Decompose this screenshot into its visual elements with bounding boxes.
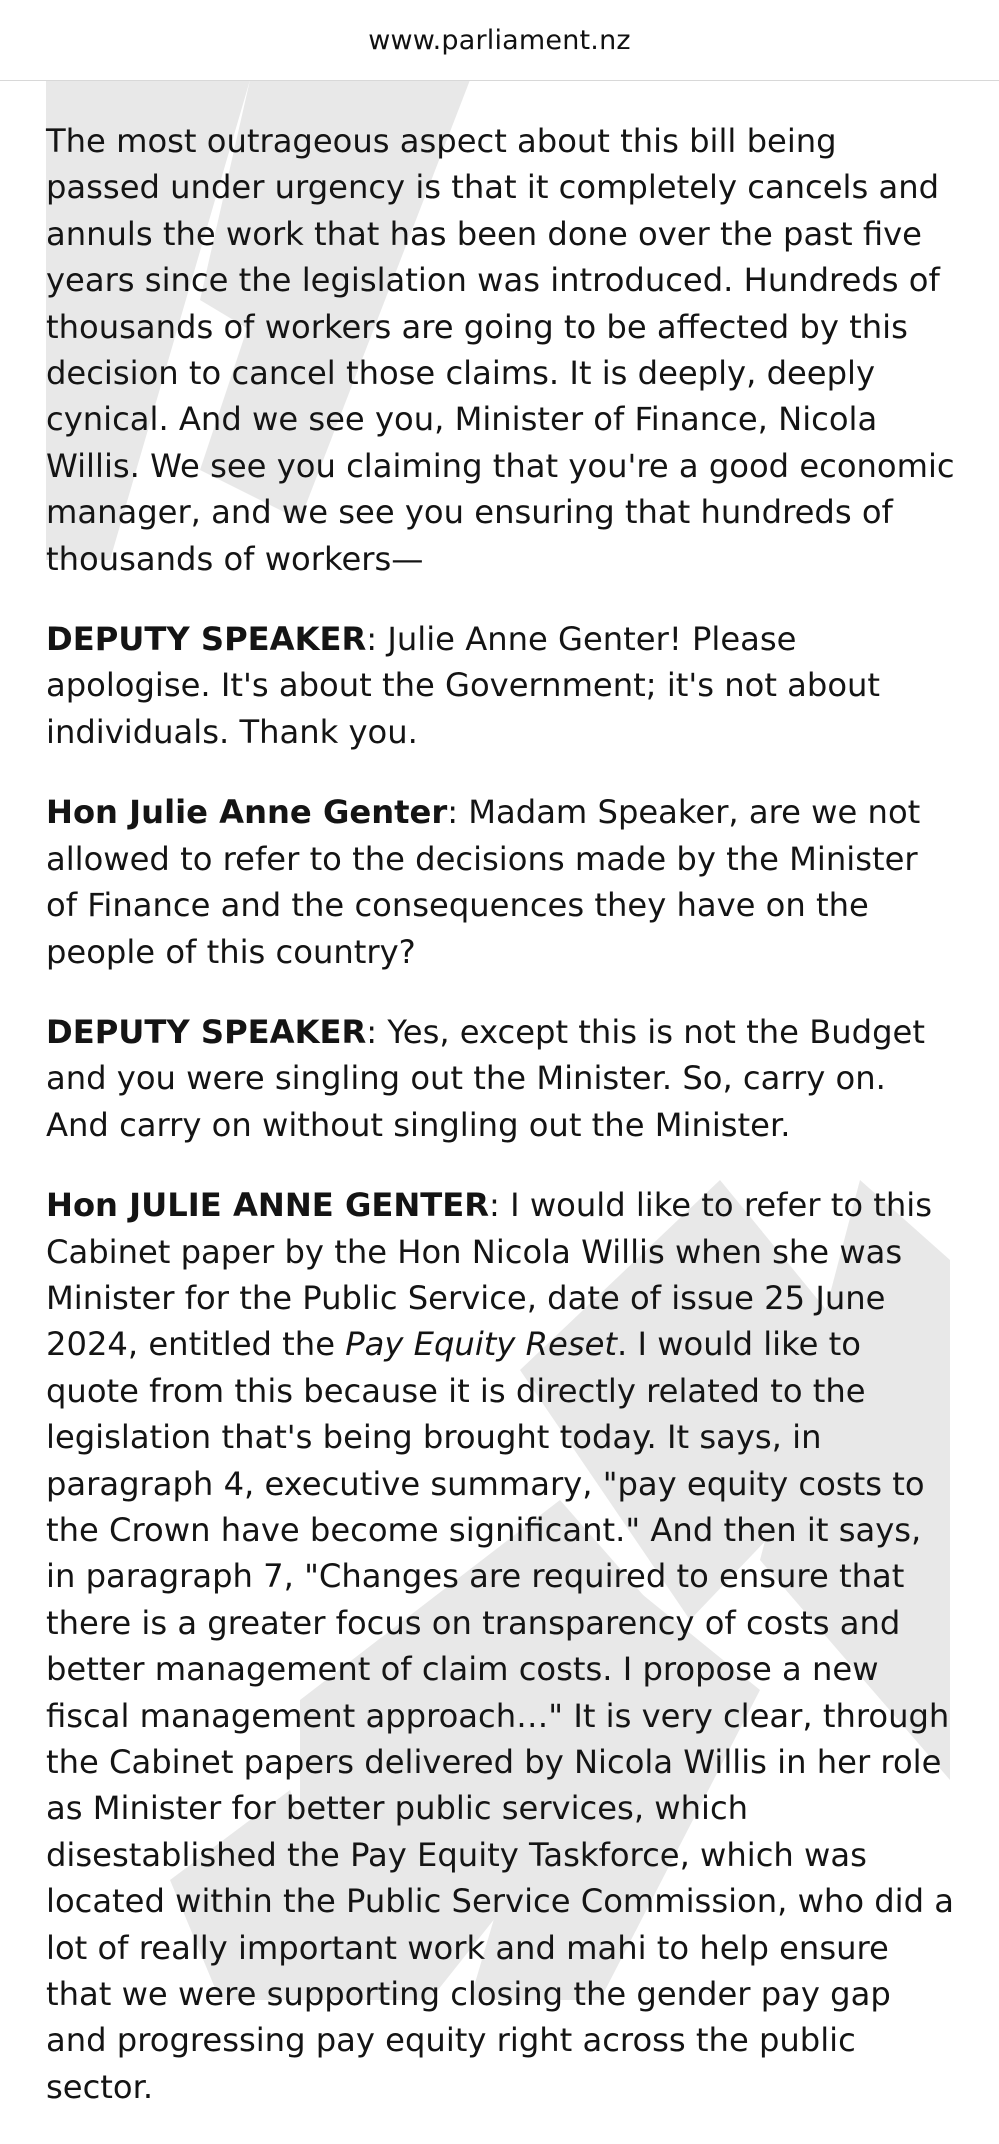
speech-text: Julie Anne Genter! Please apologise. It's about the Government; it's not about individuals. Thank you. (46, 620, 881, 751)
speech-paragraph (46, 118, 956, 582)
browser-address-bar[interactable] (0, 0, 999, 81)
speech-paragraph: Hon Julie Anne Genter: Madam Speaker, are we not allowed to refer to the decisions made by the Minister of Finance and the consequences they have on the people of this country? (46, 793, 921, 971)
speech-text: . I would like to quote from this because it is directly related to the legislation that's being brought today. It says, in paragraph 4, executive summary, "pay equity costs to the Crown have become significant." And then it says, in paragraph 7, "Changes are required to ensure that there is a greater focus on transparency of costs and better management of claim costs. I propose a new fiscal management approach…" It is very clear, through the Cabinet papers delivered by Nicola Willis in her role as Minister for better public services, which disestablished the Pay Equity Taskforce, which was located within the Public Service Commission, who did a lot of really important work and mahi to help ensure that we were supporting closing the gender pay gap and progressing pay equity right across the public sector. (46, 1325, 955, 2106)
speaker-name: DEPUTY SPEAKER (46, 1012, 367, 1051)
speech-paragraph: DEPUTY SPEAKER: Julie Anne Genter! Please apologise. It's about the Government; it's not about individuals. Thank you. (46, 620, 881, 751)
url-text: www.parliament.nz (368, 24, 631, 56)
speaker-name: Hon Julie Anne Genter (46, 793, 448, 832)
speech-text: Yes, except this is not the Budget and you were singling out the Minister. So, carry on. And carry on without singling out the Minister. (46, 1012, 925, 1144)
speech-text: Madam Speaker, are we not allowed to refer to the decisions made by the Minister of Finance and the consequences they have on the people of this country? (46, 793, 921, 971)
speech-text: I would like to refer to this Cabinet paper by the Hon Nicola Willis when she was Minister for the Public Service, date of issue 25 June 2024, entitled the (46, 1186, 933, 1364)
document-title: Pay Equity Reset (345, 1325, 618, 1364)
speaker-name: DEPUTY SPEAKER (46, 620, 367, 659)
speech-paragraph: DEPUTY SPEAKER: Yes, except this is not the Budget and you were singling out the Minister. So, carry on. And carry on without singling out the Minister. (46, 1012, 925, 1144)
speech-paragraph: Hon JULIE ANNE GENTER: I would like to refer to this Cabinet paper by the Hon Nicola Willis when she was Minister for the Public Service, date of issue 25 June 2024, entitled the Pay Equity Reset. I would like to quote from this because it is directly related to the legislation that's being brought today. It says, in paragraph 4, executive summary, "pay equity costs to the Crown have become significant." And then it says, in paragraph 7, "Changes are required to ensure that there is a greater focus on transparency of costs and better management of claim costs. I propose a new fiscal management approach…" It is very clear, through the Cabinet papers delivered by Nicola Willis in her role as Minister for better public services, which disestablished the Pay Equity Taskforce, which was located within the Public Service Commission, who did a lot of really important work and mahi to help ensure that we were supporting closing the gender pay gap and progressing pay equity right across the public sector. (46, 1186, 955, 2106)
speaker-name: Hon JULIE ANNE GENTER (46, 1186, 490, 1225)
hansard-transcript (46, 118, 956, 2144)
speech-text: The most outrageous aspect about this bill being passed under urgency is that it completely cancels and annuls the work that has been done over the past five years since the legislation was introduced. Hundreds of thousands of workers are going to be affected by this decision to cancel those claims. It is deeply, deeply cynical. And we see you, Minister of Finance, Nicola Willis. We see you claiming that you're a good economic manager, and we see you ensuring that hundreds of thousands of workers— (46, 122, 955, 578)
